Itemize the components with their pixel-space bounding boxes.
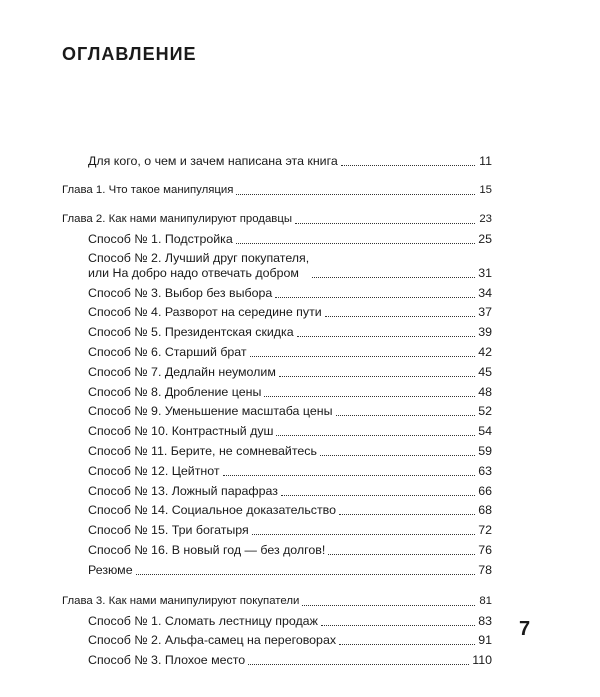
dot-leader [339,644,475,645]
toc-entry-label: Способ № 1. Сломать лестницу продаж [88,613,318,628]
toc-entry [62,341,492,361]
chapter-label: Глава 2. Как нами манипулируют продавцы [62,213,293,225]
dot-leader [236,194,475,195]
toc-entry [62,302,492,322]
chapter-page: 15 [479,184,492,196]
toc-entry-page: 42 [478,344,492,359]
page-title: ОГЛАВЛЕНИЕ [62,44,197,64]
toc-entry-label: Способ № 6. Старший брат [88,344,247,359]
toc-entry-label: Способ № 11. Берите, не сомневайтесь [88,443,317,458]
dot-leader [312,277,475,278]
toc-entry-label: Способ № 10. Контрастный душ [88,424,274,439]
toc-entry-page: 48 [478,384,492,399]
dot-leader [336,415,476,416]
toc-entry-page: 11 [479,154,492,168]
toc-entry [62,420,492,440]
toc-entry [62,480,492,500]
dot-leader [295,223,475,224]
toc-chapter-2 [62,209,492,228]
toc-entry-resume [62,559,492,579]
toc-entry-label: Способ № 3. Выбор без выбора [88,285,273,300]
toc-entry-page: 78 [478,562,492,577]
toc-entry-page: 25 [478,231,492,246]
toc-entry-label: Способ № 15. Три богатыря [88,523,249,538]
dot-leader [276,435,475,436]
toc-entry-page: 83 [478,613,492,628]
dot-leader [325,316,475,317]
dot-leader [321,625,475,626]
toc-entry [62,500,492,520]
toc-entry [62,460,492,480]
toc-entry-label: Способ № 7. Дедлайн неумолим [88,364,276,379]
chapter-page: 23 [479,213,492,225]
toc-entry-page: 45 [478,364,492,379]
toc-entry-label: Способ № 4. Разворот на середине пути [88,305,322,320]
dot-leader [264,396,475,397]
dot-leader [252,534,475,535]
dot-leader [320,455,475,456]
chapter-page: 81 [479,594,492,607]
toc-entry-page: 76 [478,542,492,557]
toc-entry [62,649,492,669]
dot-leader [136,574,475,575]
toc-entry-label: Способ № 9. Уменьшение масштаба цены [88,404,333,419]
toc-entry [62,630,492,650]
toc-entry-label: Для кого, о чем и зачем написана эта книга [88,154,338,168]
dot-leader [341,165,475,166]
dot-leader [250,356,475,357]
toc-entry-label: Способ № 13. Ложный парафраз [88,483,278,498]
toc-entry [62,361,492,381]
toc-entry-page: 39 [478,325,492,340]
toc-entry-page: 68 [478,503,492,518]
toc-entry [62,519,492,539]
chapter-label: Глава 1. Что такое манипуляция [62,184,234,196]
toc-entry [62,539,492,559]
toc-entry-label: Способ № 2. Альфа-самец на переговорах [88,633,337,648]
toc-entry [62,401,492,421]
dot-leader [236,243,475,244]
table-of-contents [62,150,492,669]
toc-entry-page: 31 [478,265,492,280]
dot-leader [248,664,469,665]
toc-entry [62,248,492,282]
toc-entry-page: 91 [478,633,492,648]
toc-entry [62,440,492,460]
toc-entry-label: Резюме [88,562,133,577]
toc-entry-page: 63 [478,463,492,478]
toc-entry-label: Способ № 16. В новый год — без долгов! [88,542,326,557]
toc-entry-page: 66 [478,483,492,498]
toc-entry-label: Способ № 2. Лучший друг покупателя, или На добро надо отвечать добром [88,250,310,280]
toc-entry-intro [62,150,492,170]
toc-entry [62,282,492,302]
toc-entry-label: Способ № 12. Цейтнот [88,463,220,478]
dot-leader [223,475,475,476]
toc-entry-label: Способ № 8. Дробление цены [88,384,262,399]
toc-entry [62,381,492,401]
toc-entry-page: 34 [478,285,492,300]
toc-entry-label: Способ № 5. Президентская скидка [88,325,294,340]
dot-leader [302,605,475,606]
toc-entry [62,321,492,341]
dot-leader [339,514,475,515]
toc-entry-page: 37 [478,305,492,320]
dot-leader [275,297,475,298]
toc-entry-page: 52 [478,404,492,419]
toc-chapter-1 [62,180,492,199]
dot-leader [328,554,475,555]
toc-entry-label: Способ № 14. Социальное доказательство [88,503,336,518]
toc-entry-page: 59 [478,443,492,458]
toc-entry-label: Способ № 1. Подстройка [88,231,233,246]
toc-chapter-3 [62,591,492,610]
toc-entry-page: 72 [478,523,492,538]
dot-leader [281,495,475,496]
chapter-label: Глава 3. Как нами манипулируют покупатели [62,594,300,607]
toc-entry [62,610,492,630]
toc-entry-label: Способ № 3. Плохое место [88,653,246,668]
toc-entry-page: 110 [472,653,492,668]
dot-leader [279,376,475,377]
dot-leader [297,336,475,337]
toc-entry-page: 54 [478,424,492,439]
page-number: 7 [519,618,531,640]
toc-entry [62,228,492,248]
